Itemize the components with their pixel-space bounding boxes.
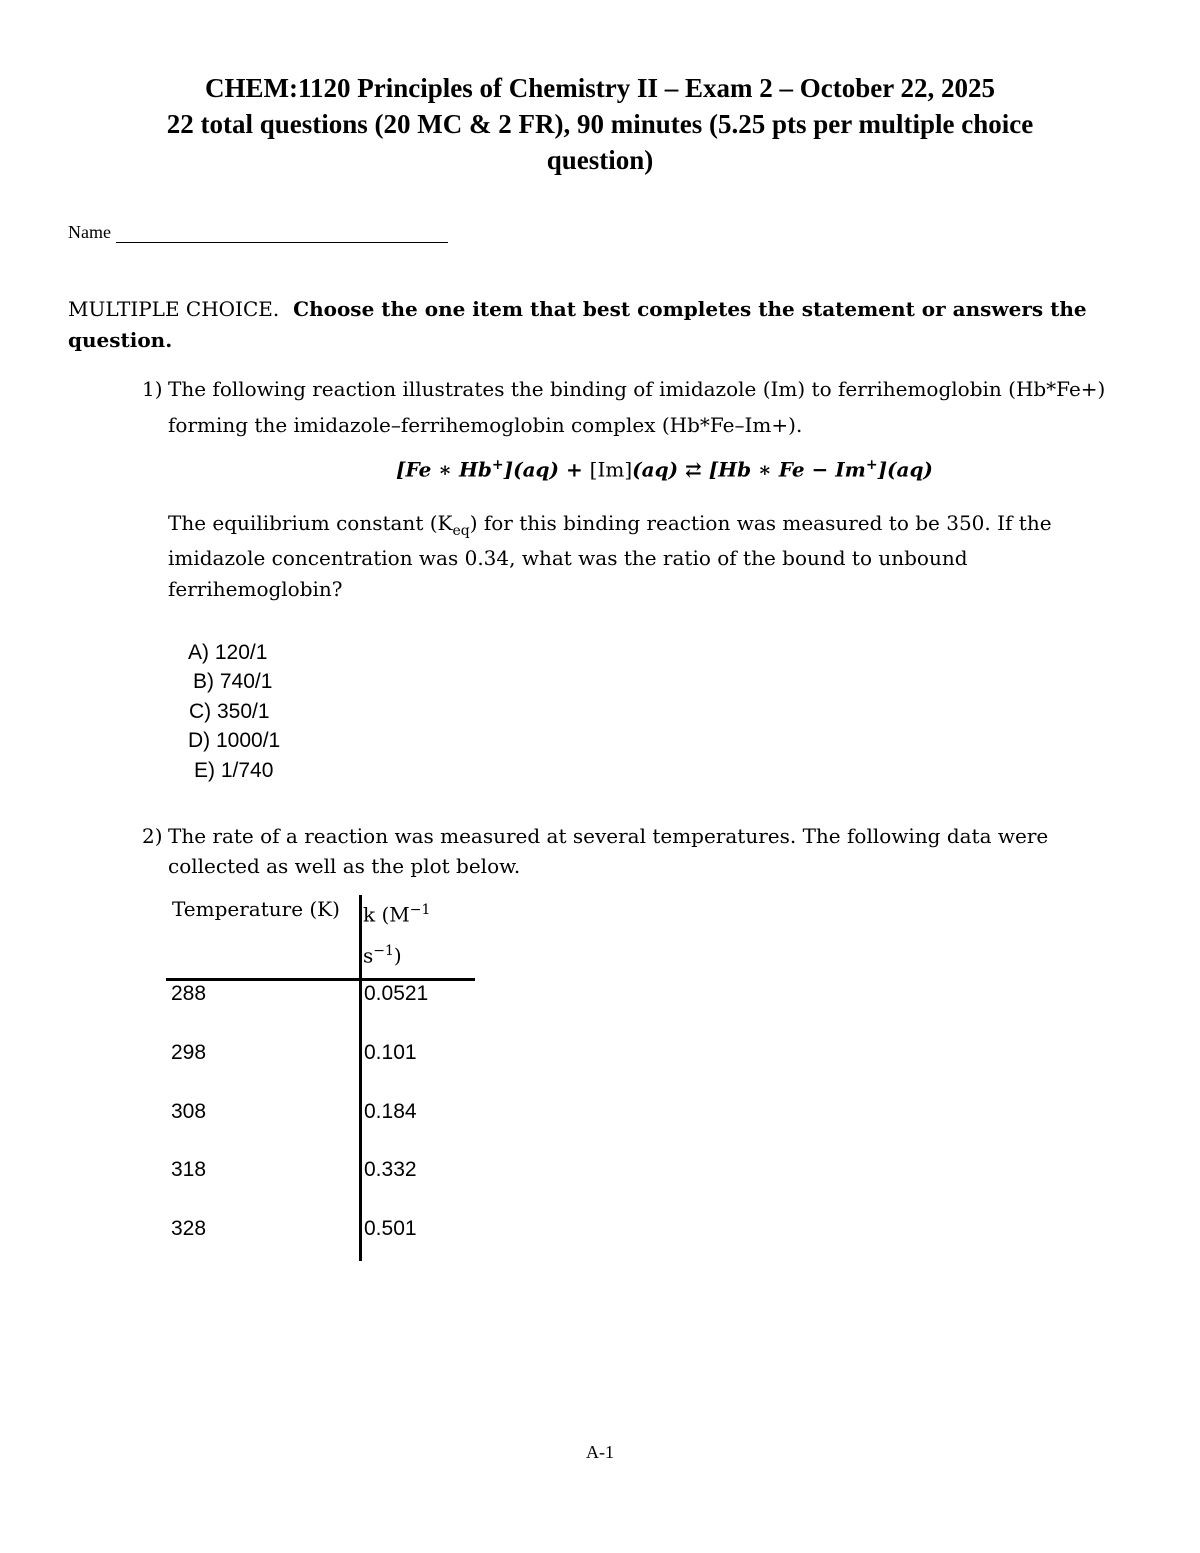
exam-title: CHEM:1120 Principles of Chemistry II – Exam 2 – October 22, 2025 [205,73,995,103]
q2-line1: The rate of a reaction was measured at several temperatures. The following data were [168,824,1049,848]
table-header-rule [166,978,475,981]
table-cell-temp: 328 [171,1217,207,1240]
exam-subtitle-cont: question) [546,145,654,175]
q1-line1: The following reaction illustrates the binding of imidazole (Im) to ferrihemoglobin (Hb*Fe+) [168,377,1106,401]
table-cell-k: 0.0521 [364,982,429,1005]
k-header-sup: −1 [373,942,394,959]
exam-subtitle: 22 total questions (20 MC & 2 FR), 90 minutes (5.25 pts per multiple choice [166,109,1034,139]
instructions-text: Choose the one item that best completes the statement or answers the [293,297,1087,321]
table-cell-temp: 318 [171,1158,207,1181]
table-cell-k: 0.332 [364,1158,417,1181]
q1-option-c[interactable]: C) 350/1 [189,700,270,723]
eq-part: [Fe ∗ Hb [396,457,492,482]
instructions-text-cont: question. [68,328,173,352]
table-header-temperature: Temperature (K) [172,897,340,921]
table-cell-temp: 308 [171,1100,207,1123]
q1-option-e[interactable]: E) 1/740 [194,759,274,782]
keq-sub: eq [452,523,470,539]
eq-part: ](aq) [877,457,933,482]
q2-line2: collected as well as the plot below. [168,854,521,878]
eq-im: [Im] [589,457,633,482]
q1-number: 1) [142,377,163,401]
table-cell-k: 0.101 [364,1041,417,1064]
q1-option-d[interactable]: D) 1000/1 [188,729,281,752]
table-cell-temp: 298 [171,1041,207,1064]
q1-body-line2: imidazole concentration was 0.34, what was the ratio of the bound to unbound [168,546,968,570]
k-header-text: k (M [363,902,410,927]
instructions [68,294,1138,356]
eq-sup: + [491,457,504,473]
eq-sup: + [865,457,878,473]
q1-body-text: The equilibrium constant (K [168,511,453,535]
q1-body-text: ) for this binding reaction was measured to be 350. If the [469,511,1052,535]
k-header-sup: −1 [409,902,431,918]
table-cell-k: 0.501 [364,1217,417,1240]
k-header-text: s [363,943,374,968]
q1-body-line3: ferrihemoglobin? [168,577,343,601]
name-label: Name [68,222,111,242]
eq-part: (aq) ⇄ [Hb ∗ Fe − Im [632,457,866,482]
table-header-k [363,892,430,973]
table-column-rule [359,895,362,1261]
table-cell-temp: 288 [171,982,207,1005]
q1-equation [396,457,933,482]
q1-line2: forming the imidazole–ferrihemoglobin complex (Hb*Fe–Im+). [168,413,803,437]
name-field[interactable] [116,242,448,243]
q1-option-a[interactable]: A) 120/1 [188,641,268,664]
q2-number: 2) [142,824,163,848]
eq-part: ](aq) + [503,457,590,482]
table-cell-k: 0.184 [364,1100,417,1123]
instructions-lead: MULTIPLE CHOICE. [68,297,280,321]
q1-option-b[interactable]: B) 740/1 [193,670,273,693]
page-number: A-1 [586,1442,614,1462]
k-header-text: ) [393,943,402,968]
